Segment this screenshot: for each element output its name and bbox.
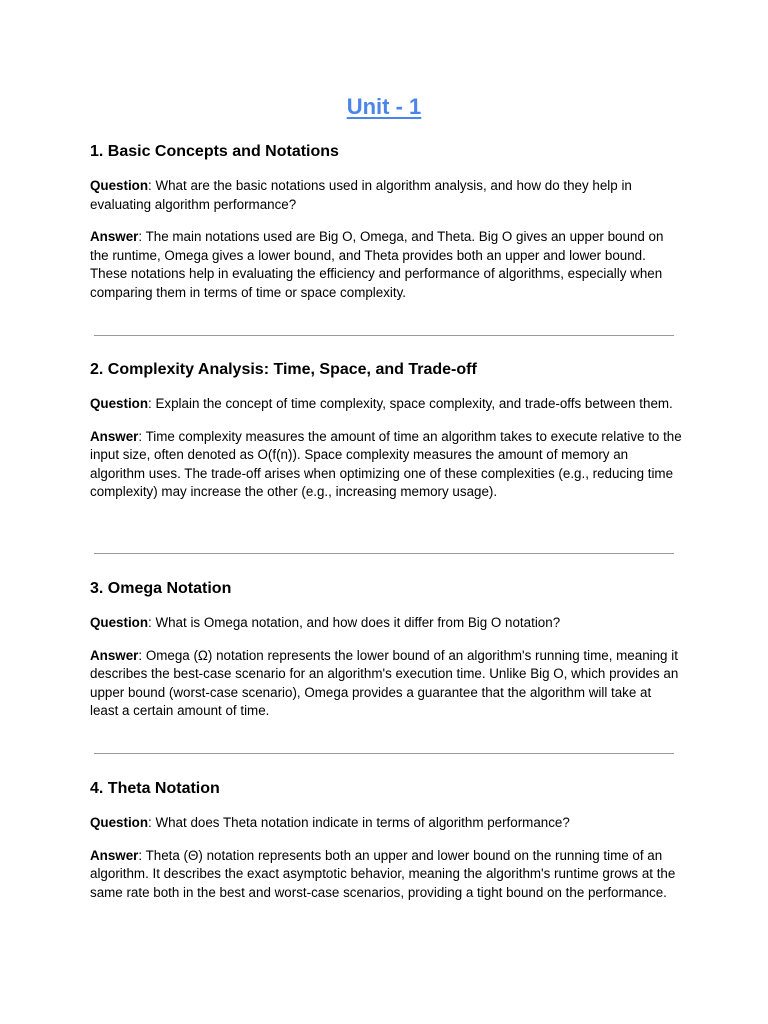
question-text: : What does Theta notation indicate in terms of algorithm performance? [148, 815, 570, 830]
answer-label: Answer [90, 229, 139, 244]
question-label: Question [90, 178, 149, 193]
section-4 [90, 778, 682, 902]
section-heading: 3. Omega Notation [90, 580, 232, 597]
answer-label: Answer [90, 647, 139, 663]
section-heading: 2. Complexity Analysis: Time, Space, and Trade-off [90, 361, 477, 378]
answer-paragraph [90, 847, 682, 903]
question-label: Question [90, 815, 149, 830]
answer-paragraph [90, 428, 682, 502]
question-text: : What are the basic notations used in algorithm analysis, and how do they help in evaluating algorithm performance? [90, 178, 632, 212]
question-text: : What is Omega notation, and how does it differ from Big O notation? [148, 615, 561, 630]
section-1 [90, 141, 682, 302]
answer-label: Answer [90, 847, 139, 863]
section-2 [90, 359, 682, 502]
question-paragraph [90, 177, 682, 214]
answer-paragraph [90, 228, 682, 302]
answer-text: : The main notations used are Big O, Omega, and Theta. Big O gives an upper bound on the runtime, Omega gives a lower bound, and Theta provides both an upper and lower bound. These notations help in evaluating the efficiency and performance of algorithms, especially when comparing them in terms of time or space complexity. [90, 229, 664, 300]
section-divider [94, 553, 674, 554]
question-text: : Explain the concept of time complexity, space complexity, and trade-offs between them. [148, 396, 673, 411]
answer-text: : Theta (Θ) notation represents both an upper and lower bound on the running time of an algorithm. It describes the exact asymptotic behavior, meaning the algorithm's runtime grows at the same rate both in the best and worst-case scenarios, providing a tight bound on the performance. [90, 847, 676, 900]
section-heading: 4. Theta Notation [90, 780, 220, 797]
question-paragraph [90, 614, 682, 633]
page-title: Unit - 1 [346, 94, 422, 119]
section-3 [90, 578, 682, 721]
section-divider [94, 753, 674, 754]
section-heading: 1. Basic Concepts and Notations [90, 143, 339, 160]
answer-label: Answer [90, 428, 139, 444]
answer-text: : Omega (Ω) notation represents the lower bound of an algorithm's running time, meaning it describes the best-case scenario for an algorithm's execution time. Unlike Big O, which provides an upper bound (worst-case scenario), Omega provides a guarantee that the algorithm will take at least a certain amount of time. [90, 647, 679, 718]
question-paragraph [90, 814, 682, 833]
question-label: Question [90, 615, 149, 630]
question-label: Question [90, 396, 149, 411]
answer-paragraph [90, 647, 682, 721]
section-divider [94, 335, 674, 336]
question-paragraph [90, 395, 682, 414]
answer-text: : Time complexity measures the amount of time an algorithm takes to execute relative to the input size, often denoted as O(f(n)). Space complexity measures the amount of memory an algorithm uses. The trade-off arises when optimizing one of these complexities (e.g., reducing time complexity) may increase the other (e.g., increasing memory usage). [90, 428, 682, 499]
